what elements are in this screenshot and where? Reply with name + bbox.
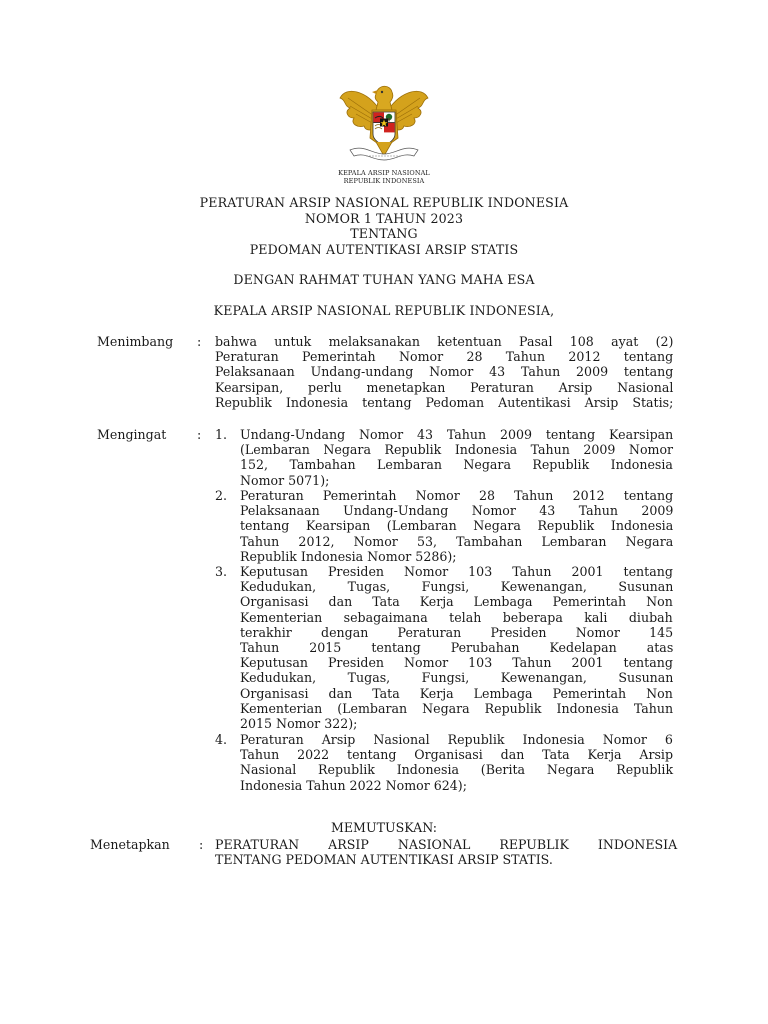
memutuskan-heading: MEMUTUSKAN: <box>330 820 438 835</box>
list-text <box>240 427 673 488</box>
mengingat-label: Mengingat <box>97 427 167 442</box>
issuing-authority: KEPALA ARSIP NASIONAL REPUBLIK INDONESIA, <box>213 302 555 318</box>
menimbang-line: Peraturan Pemerintah Nomor 28 Tahun 2012 tentang <box>215 349 674 365</box>
menimbang-line: Kearsipan, perlu menetapkan Peraturan Arsip Nasional <box>215 379 674 395</box>
list-line: Keputusan Presiden Nomor 103 Tahun 2001 tentang <box>240 655 673 671</box>
list-line: Tahun 2015 tentang Perubahan Kedelapan atas <box>240 640 674 656</box>
list-text <box>240 732 673 793</box>
list-line: Undang-Undang Nomor 43 Tahun 2009 tentang Kearsipan <box>240 427 674 442</box>
regulation-tentang: TENTANG <box>350 226 418 241</box>
menimbang-colon: : <box>197 334 202 349</box>
list-line: Kementerian sebagaimana telah beberapa kali diubah <box>240 609 673 625</box>
list-line: Republik Indonesia Nomor 5286); <box>240 548 457 564</box>
menimbang-line: bahwa untuk melaksanakan ketentuan Pasal 108 ayat (2) <box>215 334 674 349</box>
list-line: Indonesia Tahun 2022 Nomor 624); <box>240 777 467 793</box>
regulation-number: NOMOR 1 TAHUN 2023 <box>304 210 464 226</box>
list-line: Nomor 5071); <box>240 472 330 488</box>
list-line: Peraturan Pemerintah Nomor 28 Tahun 2012 tentang <box>240 488 674 503</box>
regulation-subject: PEDOMAN AUTENTIKASI ARSIP STATIS <box>249 241 519 257</box>
emblem-caption <box>300 170 468 185</box>
list-line: Kedudukan, Tugas, Fungsi, Kewenangan, Susunan <box>240 579 674 595</box>
list-line: 152, Tambahan Lembaran Negara Republik Indonesia <box>240 457 673 473</box>
list-line: Tahun 2022 tentang Organisasi dan Tata Kerja Arsip <box>240 747 674 763</box>
list-line: Kementerian (Lembaran Negara Republik Indonesia Tahun <box>240 700 674 716</box>
invocation: DENGAN RAHMAT TUHAN YANG MAHA ESA <box>233 272 535 287</box>
menetapkan-line: TENTANG PEDOMAN AUTENTIKASI ARSIP STATIS. <box>215 852 553 868</box>
menimbang-text <box>215 334 673 410</box>
menetapkan-label: Menetapkan <box>90 837 170 852</box>
menetapkan-line: PERATURAN ARSIP NASIONAL REPUBLIK INDONESIA <box>215 837 678 852</box>
mengingat-colon: : <box>197 427 202 442</box>
menimbang-label: Menimbang <box>97 334 174 349</box>
list-line: Keputusan Presiden Nomor 103 Tahun 2001 tentang <box>240 564 673 579</box>
list-number: 3. <box>215 564 228 579</box>
list-text <box>240 488 673 564</box>
menetapkan-colon: : <box>199 837 204 852</box>
list-number: 4. <box>215 732 228 747</box>
list-line: Tahun 2012, Nomor 53, Tambahan Lembaran Negara <box>240 533 674 549</box>
list-number: 1. <box>215 427 228 442</box>
emblem-caption-line-1: KEPALA ARSIP NASIONAL <box>338 169 430 177</box>
regulation-title: PERATURAN ARSIP NASIONAL REPUBLIK INDONESIA <box>199 195 569 210</box>
list-line: tentang Kearsipan (Lembaran Negara Republik Indonesia <box>240 518 674 534</box>
list-number: 2. <box>215 488 228 503</box>
list-line: Organisasi dan Tata Kerja Lembaga Pemerintah Non <box>240 685 673 701</box>
list-line: 2015 Nomor 322); <box>240 716 358 732</box>
menetapkan-text <box>215 837 677 867</box>
list-line: Pelaksanaan Undang-Undang Nomor 43 Tahun 2009 <box>240 503 674 519</box>
list-line: terakhir dengan Peraturan Presiden Nomor 145 <box>240 624 674 640</box>
list-line: Nasional Republik Indonesia (Berita Negara Republik <box>240 762 674 778</box>
list-line: Kedudukan, Tugas, Fungsi, Kewenangan, Susunan <box>240 670 674 686</box>
menimbang-line: Pelaksanaan Undang-undang Nomor 43 Tahun 2009 tentang <box>215 364 674 380</box>
list-text <box>240 564 673 731</box>
list-line: Peraturan Arsip Nasional Republik Indonesia Nomor 6 <box>240 732 673 747</box>
emblem-caption-line-2: REPUBLIK INDONESIA <box>343 176 425 185</box>
menimbang-line: Republik Indonesia tentang Pedoman Autentikasi Arsip Statis; <box>215 394 674 410</box>
regulation-header <box>90 195 678 318</box>
list-line: (Lembaran Negara Republik Indonesia Tahun 2009 Nomor <box>240 442 674 458</box>
list-line: Organisasi dan Tata Kerja Lembaga Pemerintah Non <box>240 594 673 610</box>
garuda-pancasila-emblem-icon <box>336 80 432 170</box>
